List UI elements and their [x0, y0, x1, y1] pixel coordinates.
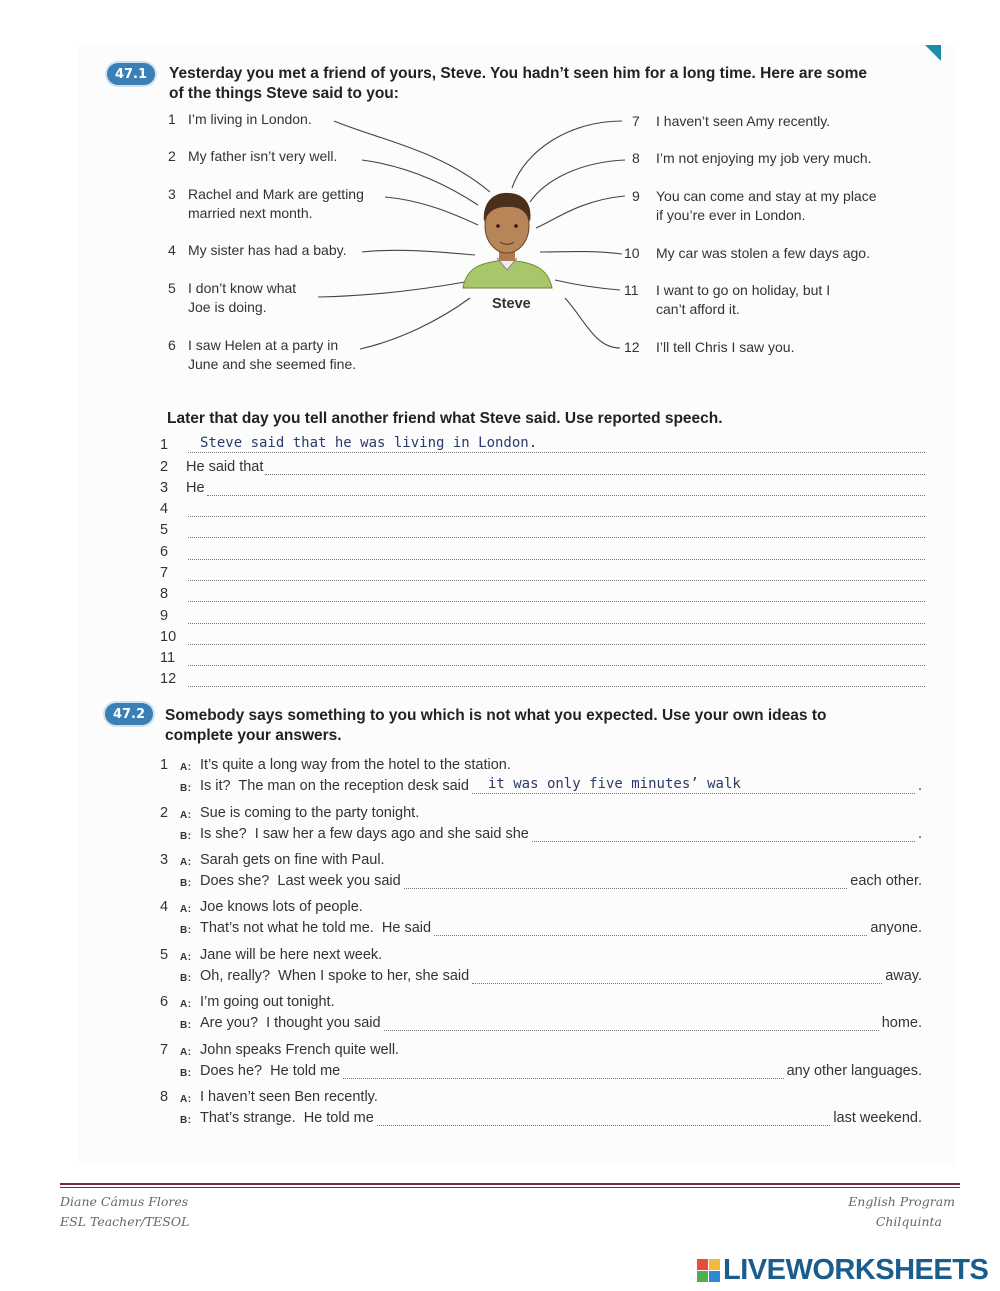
statement-number: 11: [624, 282, 639, 298]
answer-field[interactable]: [265, 460, 925, 475]
answer-field[interactable]: [188, 545, 925, 560]
speaker-a-text: I haven’t seen Ben recently.: [200, 1089, 378, 1105]
answer-number: 5: [160, 522, 169, 538]
connector-line-7: [512, 121, 622, 188]
footer-rule-thin: [60, 1187, 960, 1188]
dialogue-4: [160, 894, 922, 936]
statement-number: 8: [632, 150, 640, 166]
connector-line-2: [362, 160, 478, 205]
answer-field[interactable]: [188, 587, 925, 602]
dialogue-number: 8: [160, 1089, 169, 1105]
dialogue-number: 2: [160, 805, 169, 821]
statement-number: 1: [168, 111, 176, 127]
answer-row-2: [160, 455, 925, 475]
connector-line-1: [334, 121, 490, 192]
speaker-a-label: A:: [180, 857, 192, 868]
steve-illustration: [0, 0, 1000, 400]
statement-number: 9: [632, 188, 640, 204]
dialogue-2: [160, 800, 922, 842]
answer-text: it was only five minutes’ walk: [487, 776, 741, 792]
speaker-b-ending: home.: [881, 1015, 922, 1031]
speaker-b-ending: away.: [885, 968, 922, 984]
speaker-b-label: B:: [180, 783, 192, 794]
connector-line-3: [385, 197, 478, 225]
speaker-a-text: Jane will be here next week.: [200, 947, 383, 963]
dialogue-3: [160, 847, 922, 889]
answer-field[interactable]: [343, 1065, 783, 1079]
statement-text: I’m living in London.: [188, 111, 312, 127]
statement-number: 10: [624, 245, 640, 261]
speaker-b-ending: any other languages.: [786, 1063, 922, 1079]
connector-line-11: [555, 280, 620, 290]
answer-row-4: [160, 497, 925, 517]
dialogue-number: 6: [160, 994, 169, 1010]
answer-number: 7: [160, 565, 169, 581]
answer-field[interactable]: [377, 1112, 831, 1126]
speaker-b-ending: .: [917, 778, 922, 794]
teacher-title: ESL Teacher/TESOL: [60, 1214, 190, 1229]
intro-line-2: complete your answers.: [165, 727, 342, 744]
statement-text: I haven’t seen Amy recently.: [656, 113, 831, 129]
speaker-a-label: A:: [180, 999, 192, 1010]
speaker-b-text: Does she? Last week you said: [200, 873, 401, 889]
speaker-b-text: That’s not what he told me. He said: [200, 920, 432, 936]
steve-eye-right: [514, 224, 518, 228]
speaker-b-label: B:: [180, 1068, 192, 1079]
speaker-b-text: Is she? I saw her a few days ago and she said she: [200, 826, 529, 842]
intro-line-1: Yesterday you met a friend of yours, Steve. You hadn’t seen him for a long time. Here are some: [169, 65, 867, 82]
speaker-a-text: Sarah gets on fine with Paul.: [200, 852, 385, 868]
speaker-b-text: Is it? The man on the reception desk said: [200, 778, 469, 794]
answer-field[interactable]: [188, 435, 925, 453]
speaker-b-label: B:: [180, 1020, 192, 1031]
intro-line-2: of the things Steve said to you:: [169, 85, 399, 102]
answer-number: 1: [160, 437, 169, 453]
dialogue-6: [160, 989, 922, 1031]
answer-number: 8: [160, 586, 169, 602]
speaker-b-text: Does he? He told me: [200, 1063, 341, 1079]
answer-row-8: [160, 582, 925, 602]
answer-field[interactable]: [188, 630, 925, 645]
statement-number: 3: [168, 186, 176, 202]
statement-line-1: You can come and stay at my place: [656, 188, 877, 204]
steve-eye-left: [496, 224, 500, 228]
speaker-b-text: That’s strange. He told me: [200, 1110, 374, 1126]
statement-line-2: June and she seemed fine.: [188, 356, 357, 372]
speaker-b-label: B:: [180, 831, 192, 842]
program-location: Chilquinta: [875, 1214, 942, 1229]
dialogue-number: 7: [160, 1042, 169, 1058]
answer-field[interactable]: [188, 523, 925, 538]
footer-rule: [60, 1183, 960, 1185]
speaker-b-text: Are you? I thought you said: [200, 1015, 381, 1031]
answer-row-9: [160, 604, 925, 624]
answer-field[interactable]: [472, 970, 882, 984]
connector-line-10: [540, 252, 622, 255]
statement-line-2: Joe is doing.: [188, 299, 267, 315]
speaker-b-label: B:: [180, 925, 192, 936]
answer-field[interactable]: [207, 481, 925, 496]
answer-field[interactable]: [384, 1017, 879, 1031]
dialogue-8: [160, 1084, 922, 1126]
answer-number: 4: [160, 501, 169, 517]
speaker-b-ending: last weekend.: [833, 1110, 922, 1126]
answer-field[interactable]: [472, 776, 915, 794]
connector-line-4: [362, 250, 475, 255]
answer-number: 12: [160, 671, 177, 687]
answer-number: 6: [160, 544, 169, 560]
speaker-a-text: Joe knows lots of people.: [200, 899, 363, 915]
speaker-a-text: It’s quite a long way from the hotel to the station.: [200, 757, 511, 773]
connector-line-8: [530, 160, 625, 202]
statement-text: I’m not enjoying my job very much.: [656, 150, 872, 166]
answer-row-6: [160, 540, 925, 560]
connector-line-12: [565, 298, 620, 348]
speaker-a-text: John speaks French quite well.: [200, 1042, 400, 1058]
speaker-a-label: A:: [180, 1094, 192, 1105]
answer-number: 2: [160, 459, 169, 475]
speaker-b-text: Oh, really? When I spoke to her, she said: [200, 968, 470, 984]
answer-row-1: [160, 433, 925, 453]
speaker-b-ending: .: [917, 826, 922, 842]
answer-number: 9: [160, 608, 169, 624]
answer-number: 10: [160, 629, 177, 645]
answer-row-11: [160, 646, 925, 666]
statement-line-1: I want to go on holiday, but I: [656, 282, 831, 298]
speaker-a-text: Sue is coming to the party tonight.: [200, 805, 420, 821]
speaker-b-ending: anyone.: [870, 920, 922, 936]
answer-number: 3: [160, 480, 169, 496]
answer-row-7: [160, 561, 925, 581]
speaker-b-label: B:: [180, 1115, 192, 1126]
dialogue-number: 5: [160, 947, 169, 963]
answer-row-3: [160, 476, 925, 496]
speaker-a-label: A:: [180, 810, 192, 821]
statement-line-1: Rachel and Mark are getting: [188, 186, 364, 202]
statement-text: My sister has had a baby.: [188, 242, 347, 258]
statement-line-2: married next month.: [188, 205, 313, 221]
dialogue-5: [160, 942, 922, 984]
answer-row-12: [160, 667, 925, 687]
connector-line-9: [536, 196, 625, 228]
answer-number: 11: [160, 650, 176, 666]
connector-line-5: [318, 282, 465, 297]
liveworksheets-brand: LIVEWORKSHEETS: [723, 1253, 989, 1286]
answer-prefix: He: [186, 480, 205, 496]
speaker-b-label: B:: [180, 878, 192, 889]
exercise-badge-47-1: 47.1: [107, 63, 155, 85]
dialogue-7: [160, 1037, 922, 1079]
statement-line-2: if you’re ever in London.: [656, 207, 806, 223]
statement-text: My father isn’t very well.: [188, 148, 338, 164]
answer-field[interactable]: [188, 651, 925, 666]
answer-field[interactable]: [434, 922, 867, 936]
dialogue-number: 3: [160, 852, 169, 868]
dialogue-number: 1: [160, 757, 169, 773]
intro-line-1: Somebody says something to you which is not what you expected. Use your own ideas to: [165, 707, 827, 724]
speaker-b-ending: each other.: [850, 873, 922, 889]
connector-lines: [318, 121, 625, 349]
statement-number: 2: [168, 148, 176, 164]
answer-field[interactable]: [188, 502, 925, 517]
dialogue-number: 4: [160, 899, 169, 915]
answer-text: Steve said that he was living in London.: [200, 435, 538, 451]
dialogue-1: [160, 752, 922, 794]
statement-number: 6: [168, 337, 176, 353]
answer-field[interactable]: [532, 828, 915, 842]
statement-line-1: I don’t know what: [188, 280, 297, 296]
statement-text: My car was stolen a few days ago.: [656, 245, 870, 261]
exercise-badge-47-2: 47.2: [105, 703, 153, 725]
answer-field[interactable]: [188, 609, 925, 624]
reported-speech-instruction: Later that day you tell another friend what Steve said. Use reported speech.: [167, 410, 723, 427]
answer-field[interactable]: [188, 672, 925, 687]
speaker-a-text: I’m going out tonight.: [200, 994, 335, 1010]
speaker-b-label: B:: [180, 973, 192, 984]
teacher-name: Diane Cámus Flores: [60, 1194, 189, 1209]
liveworksheets-logo[interactable]: [697, 1254, 988, 1286]
speaker-a-label: A:: [180, 1047, 192, 1058]
statement-number: 4: [168, 242, 176, 258]
statement-number: 12: [624, 339, 640, 355]
speaker-a-label: A:: [180, 952, 192, 963]
exercise-47-2-intro: [165, 706, 925, 746]
steve-label: Steve: [492, 296, 531, 312]
liveworksheets-logo-icon: [697, 1259, 720, 1282]
answer-row-10: [160, 625, 925, 645]
answer-field[interactable]: [188, 566, 925, 581]
statement-line-1: I saw Helen at a party in: [188, 337, 339, 353]
answer-prefix: He said that: [186, 459, 264, 475]
connector-line-6: [360, 298, 470, 349]
statement-number: 7: [632, 113, 640, 129]
statement-number: 5: [168, 280, 176, 296]
program-name: English Program: [848, 1194, 955, 1209]
speaker-a-label: A:: [180, 904, 192, 915]
answer-field[interactable]: [404, 875, 848, 889]
statement-line-2: can’t afford it.: [656, 301, 740, 317]
speaker-a-label: A:: [180, 762, 192, 773]
answer-row-5: [160, 518, 925, 538]
statement-text: I’ll tell Chris I saw you.: [656, 339, 795, 355]
